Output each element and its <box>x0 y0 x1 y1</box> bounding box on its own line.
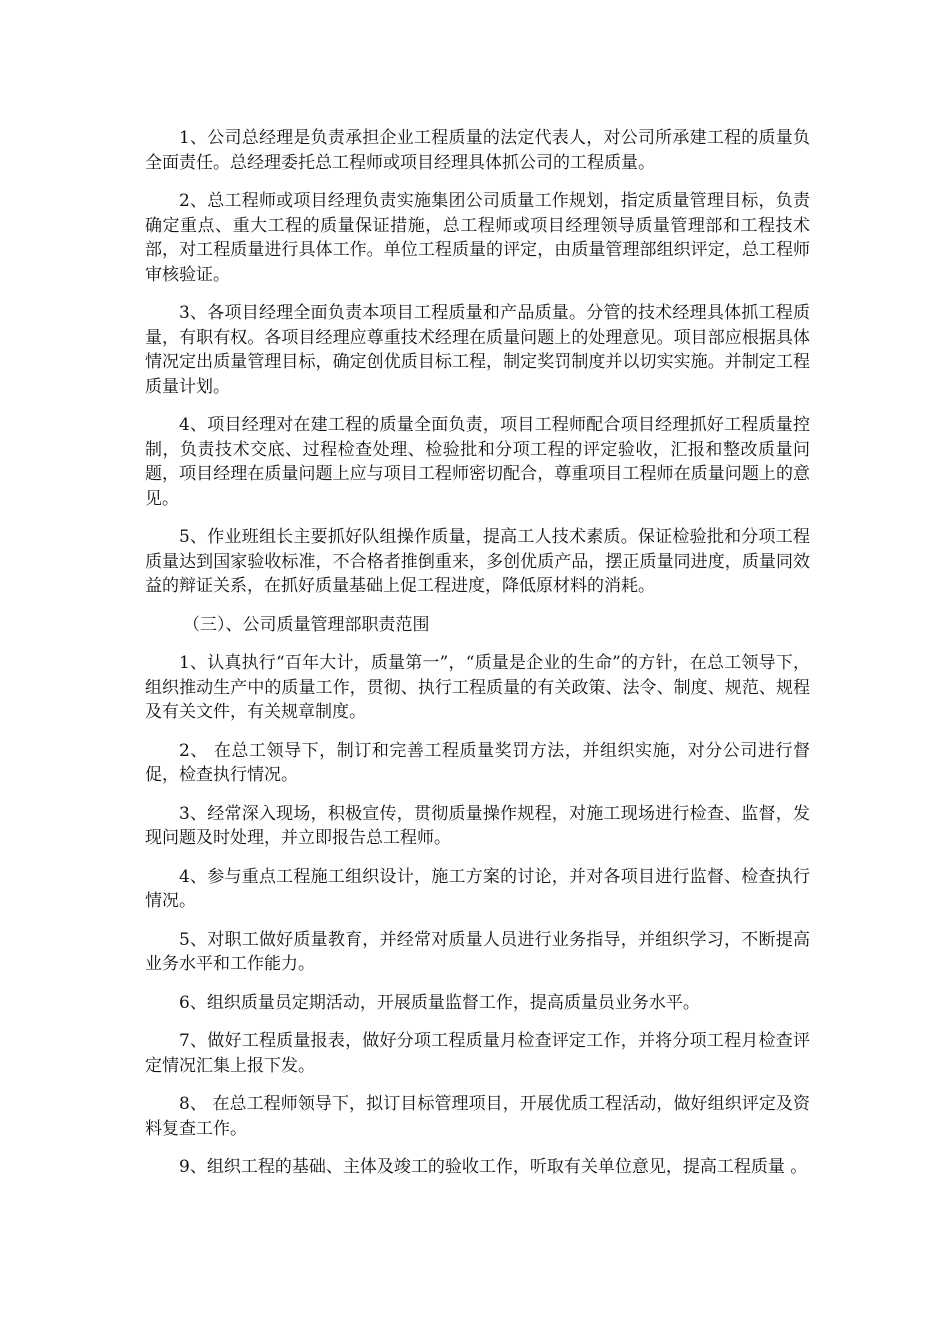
paragraph-2: 2、总工程师或项目经理负责实施集团公司质量工作规划，指定质量管理目标，负责确定重点、重大工程的质量保证措施，总工程师或项目经理领导质量管理部和工程技术部，对工程质量进行具体工作。单位工程质量的评定，由质量管理部组织评定，总工程师审核验证。 <box>145 191 810 285</box>
paragraph-6: 1、认真执行“百年大计，质量第一”，“质量是企业的生命”的方针，在总工领导下，组织推动生产中的质量工作，贯彻、执行工程质量的有关政策、法令、制度、规范、规程及有关文件，有关规章制度。 <box>145 653 810 722</box>
paragraph-9: 4、参与重点工程施工组织设计，施工方案的讨论，并对各项目进行监督、检查执行情况。 <box>145 866 810 911</box>
paragraph-11: 6、组织质量员定期活动，开展质量监督工作，提高质量员业务水平。 <box>179 992 700 1013</box>
paragraph-1: 1、公司总经理是负责承担企业工程质量的法定代表人，对公司所承建工程的质量负全面责任。总经理委托总工程师或项目经理具体抓公司的工程质量。 <box>145 128 810 173</box>
document-body <box>145 126 810 1194</box>
paragraph-13: 8、 在总工程师领导下，拟订目标管理项目，开展优质工程活动，做好组织评定及资料复查工作。 <box>145 1094 810 1139</box>
paragraph-12: 7、做好工程质量报表，做好分项工程质量月检查评定工作，并将分项工程月检查评定情况汇集上报下发。 <box>145 1031 810 1076</box>
section-heading: （三）、公司质量管理部职责范围 <box>183 614 430 635</box>
paragraph-3: 3、各项目经理全面负责本项目工程质量和产品质量。分管的技术经理具体抓工程质量，有职有权。各项目经理应尊重技术经理在质量问题上的处理意见。项目部应根据具体情况定出质量管理目标，确定创优质目标工程，制定奖罚制度并以切实实施。并制定工程质量计划。 <box>145 303 810 397</box>
paragraph-10: 5、对职工做好质量教育，并经常对质量人员进行业务指导，并组织学习，不断提高业务水平和工作能力。 <box>145 929 810 974</box>
paragraph-8: 3、经常深入现场，积极宣传，贯彻质量操作规程，对施工现场进行检查、监督，发现问题及时处理，并立即报告总工程师。 <box>145 803 810 848</box>
paragraph-5: 5、作业班组长主要抓好队组操作质量，提高工人技术素质。保证检验批和分项工程质量达到国家验收标准，不合格者推倒重来，多创优质产品，摆正质量同进度，质量同效益的辩证关系，在抓好质量基础上促工程进度，降低原材料的消耗。 <box>145 527 810 596</box>
paragraph-4: 4、项目经理对在建工程的质量全面负责，项目工程师配合项目经理抓好工程质量控制，负责技术交底、过程检查处理、检验批和分项工程的评定验收，汇报和整改质量问题，项目经理在质量问题上应与项目工程师密切配合，尊重项目工程师在质量问题上的意见。 <box>145 415 810 509</box>
paragraph-7: 2、 在总工领导下，制订和完善工程质量奖罚方法，并组织实施，对分公司进行督促，检查执行情况。 <box>145 740 810 785</box>
paragraph-14: 9、组织工程的基础、主体及竣工的验收工作，听取有关单位意见，提高工程质量 。 <box>179 1157 808 1177</box>
